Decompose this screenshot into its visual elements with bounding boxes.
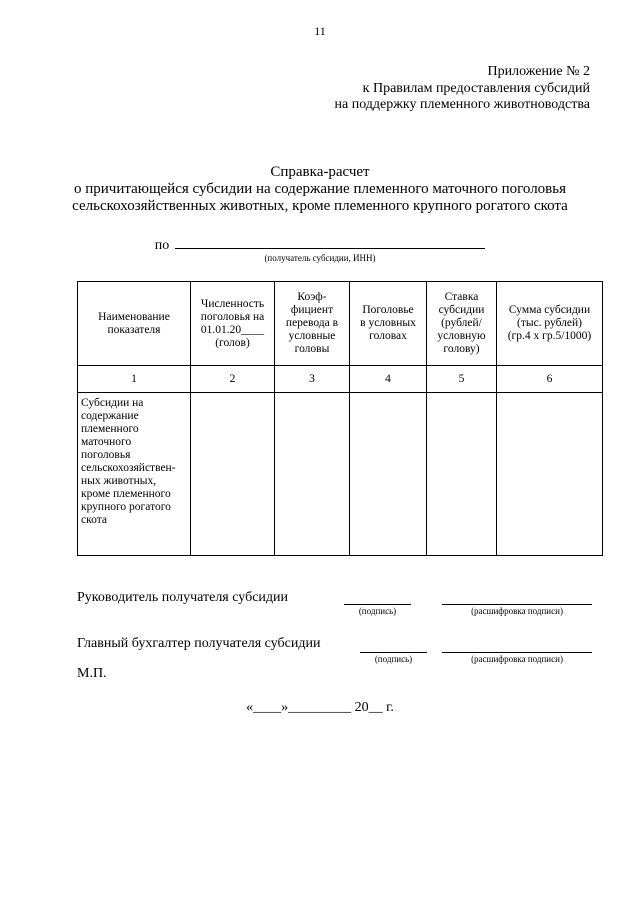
table-row: [78, 393, 603, 556]
recipient-hint: (получатель субсидии, ИНН): [264, 253, 376, 263]
appendix-rules: к Правилам предоставления субсидий: [362, 80, 590, 96]
head-signature-hint: (подпись): [358, 606, 397, 616]
table-header-row: [78, 282, 603, 366]
title-subtitle-1: о причитающейся субсидии на содержание племенного маточного поголовья: [73, 181, 567, 197]
title-subtitle-2: сельскохозяйственных животных, кроме племенного крупного рогатого скота: [72, 198, 568, 214]
column-number-3: 3: [275, 366, 350, 393]
column-number-5: 5: [427, 366, 497, 393]
stamp-placeholder: М.П.: [77, 666, 107, 681]
column-number-6: 6: [497, 366, 603, 393]
header-cell-4: Поголовье в условных головах: [350, 282, 427, 366]
cell-headcount[interactable]: [191, 393, 275, 556]
head-decoding-line[interactable]: [442, 603, 592, 605]
table-column-numbers-row: [78, 366, 603, 393]
appendix-subject: на поддержку племенного животноводства: [334, 97, 590, 112]
header-cell-2: Численность поголовья на 01.01.20____ (голов): [191, 282, 275, 366]
page-number: 11: [314, 24, 326, 38]
accountant-decoding-line[interactable]: [442, 651, 592, 653]
column-number-4: 4: [350, 366, 427, 393]
accountant-decoding-hint: (расшифровка подписи): [471, 654, 563, 664]
head-decoding-hint: (расшифровка подписи): [471, 606, 563, 616]
header-cell-1: Наименование показателя: [78, 282, 191, 366]
column-number-2: 2: [191, 366, 275, 393]
document-title: [0, 164, 640, 215]
cell-subsidy-amount[interactable]: [497, 393, 603, 556]
recipient-field[interactable]: [175, 236, 485, 249]
head-signature-label: Руководитель получателя субсидии: [77, 590, 289, 605]
cell-coefficient[interactable]: [275, 393, 350, 556]
appendix-header: [335, 64, 591, 114]
row-label-subsidy: Субсидии на содержание племенного маточного поголовья сельскохозяйствен- ных животных, кроме племенного крупного рогатого скота: [78, 393, 191, 556]
recipient-line: [0, 236, 640, 254]
header-cell-5: Ставка субсидии (рублей/ условную голову): [427, 282, 497, 366]
cell-conditional-heads[interactable]: [350, 393, 427, 556]
accountant-signature-hint: (подпись): [374, 654, 413, 664]
accountant-signature-line[interactable]: [360, 651, 427, 653]
date-line[interactable]: «____»_________ 20__ г.: [246, 700, 394, 715]
head-signature-line[interactable]: [344, 603, 411, 605]
title-main: Справка-расчет: [270, 164, 370, 180]
recipient-prefix: по: [154, 238, 170, 253]
appendix-number: Приложение № 2: [487, 64, 590, 79]
header-cell-6: Сумма субсидии (тыс. рублей) (гр.4 х гр.5/1000): [497, 282, 603, 366]
column-number-1: 1: [78, 366, 191, 393]
cell-rate[interactable]: [427, 393, 497, 556]
subsidy-table: [77, 281, 603, 556]
header-cell-3: Коэф- фициент перевода в условные головы: [275, 282, 350, 366]
accountant-signature-label: Главный бухгалтер получателя субсидии: [77, 636, 321, 651]
